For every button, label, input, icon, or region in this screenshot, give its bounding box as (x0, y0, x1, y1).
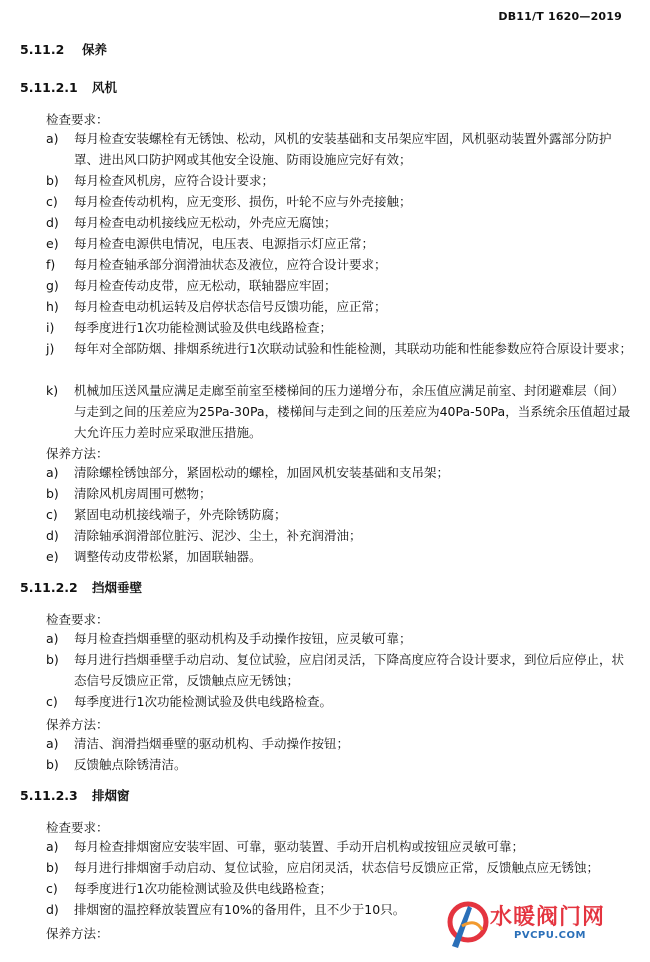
list-item: h) 每月检查电动机运转及启停状态信号反馈功能，应正常； (46, 299, 387, 314)
watermark-logo (442, 894, 642, 954)
watermark-url: PVCPU.COM (514, 930, 586, 941)
list-item: e) 每月检查电源供电情况，电压表、电源指示灯应正常； (46, 236, 375, 251)
list-item: j) 每年对全部防烟、排烟系统进行1次联动试验和性能检测，其联动功能和性能参数应符合原设计要求； (46, 341, 632, 356)
list-item: a) 每月检查排烟窗应安装牢固、可靠，驱动装置、手动开启机构或按钮应灵敏可靠； (46, 839, 525, 854)
list-item: a) 每月检查安装螺栓有无锈蚀、松动，风机的安装基础和支吊架应牢固，风机驱动装置外露部分防护罩、进出风口防护网或其他安全设施、防雨设施应完好有效； (46, 131, 612, 167)
list-item: c) 每月检查传动机构，应无变形、损伤，叶轮不应与外壳接触； (46, 194, 412, 209)
list-item: b) 清除风机房周围可燃物； (46, 486, 212, 501)
section-heading (20, 40, 107, 58)
check-label: 检查要求： (46, 820, 109, 835)
maint-label: 保养方法： (46, 717, 109, 732)
list-item: k) 机械加压送风量应满足走廊至前室至楼梯间的压力递增分布，余压值应满足前室、封闭避难层（间）与走到之间的压差应为25Pa-30Pa，楼梯间与走到之间的压差应为40Pa-50Pa，当系统余压值超过最大允许压力差时应采取泄压措施。 (46, 383, 631, 440)
list-item: d) 每月检查电动机接线应无松动，外壳应无腐蚀； (46, 215, 337, 230)
maint-label: 保养方法： (46, 926, 109, 941)
subsection-heading (20, 786, 130, 804)
section-title: 保养 (82, 42, 108, 57)
check-label: 检查要求： (46, 612, 109, 627)
subsection-heading (20, 578, 142, 596)
list-item: f) 每月检查轴承部分润滑油状态及液位，应符合设计要求； (46, 257, 387, 272)
list-item: a) 清洁、润滑挡烟垂壁的驱动机构、手动操作按钮； (46, 736, 350, 751)
subsection-number: 5.11.2.1 (20, 80, 78, 95)
subsection-title: 排烟窗 (92, 788, 130, 803)
maint-label: 保养方法： (46, 446, 109, 461)
section-number: 5.11.2 (20, 42, 65, 57)
list-item: c) 每季度进行1次功能检测试验及供电线路检查； (46, 881, 332, 896)
list-item: c) 紧固电动机接线端子，外壳除锈防腐； (46, 507, 287, 522)
list-item: e) 调整传动皮带松紧，加固联轴器。 (46, 549, 262, 564)
watermark-text: 水暖阀门网 (490, 905, 606, 930)
logo-mark-icon (442, 896, 490, 952)
list-item: i) 每季度进行1次功能检测试验及供电线路检查； (46, 320, 332, 335)
subsection-title: 风机 (92, 80, 118, 95)
list-item: b) 每月检查风机房，应符合设计要求； (46, 173, 275, 188)
subsection-heading (20, 78, 117, 96)
list-item: g) 每月检查传动皮带，应无松动，联轴器应牢固； (46, 278, 337, 293)
list-item: b) 每月进行挡烟垂壁手动启动、复位试验，应启闭灵活，下降高度应符合设计要求，到位后应停止，状态信号反馈应正常，反馈触点应无锈蚀； (46, 652, 625, 688)
check-label: 检查要求： (46, 112, 109, 127)
doc-code: DB11/T 1620—2019 (498, 10, 622, 23)
subsection-title: 挡烟垂壁 (92, 580, 143, 595)
list-item: a) 清除螺栓锈蚀部分，紧固松动的螺栓，加固风机安装基础和支吊架； (46, 465, 450, 480)
subsection-number: 5.11.2.3 (20, 788, 78, 803)
list-item: d) 清除轴承润滑部位脏污、泥沙、尘土，补充润滑油； (46, 528, 362, 543)
list-item: b) 每月进行排烟窗手动启动、复位试验，应启闭灵活，状态信号反馈应正常，反馈触点应无锈蚀； (46, 860, 600, 875)
list-item: c) 每季度进行1次功能检测试验及供电线路检查。 (46, 694, 332, 709)
subsection-number: 5.11.2.2 (20, 580, 78, 595)
list-item: a) 每月检查挡烟垂壁的驱动机构及手动操作按钮，应灵敏可靠； (46, 631, 412, 646)
list-item: d) 排烟窗的温控释放装置应有10%的备用件，且不少于10只。 (46, 902, 406, 917)
list-item: b) 反馈触点除锈清洁。 (46, 757, 187, 772)
